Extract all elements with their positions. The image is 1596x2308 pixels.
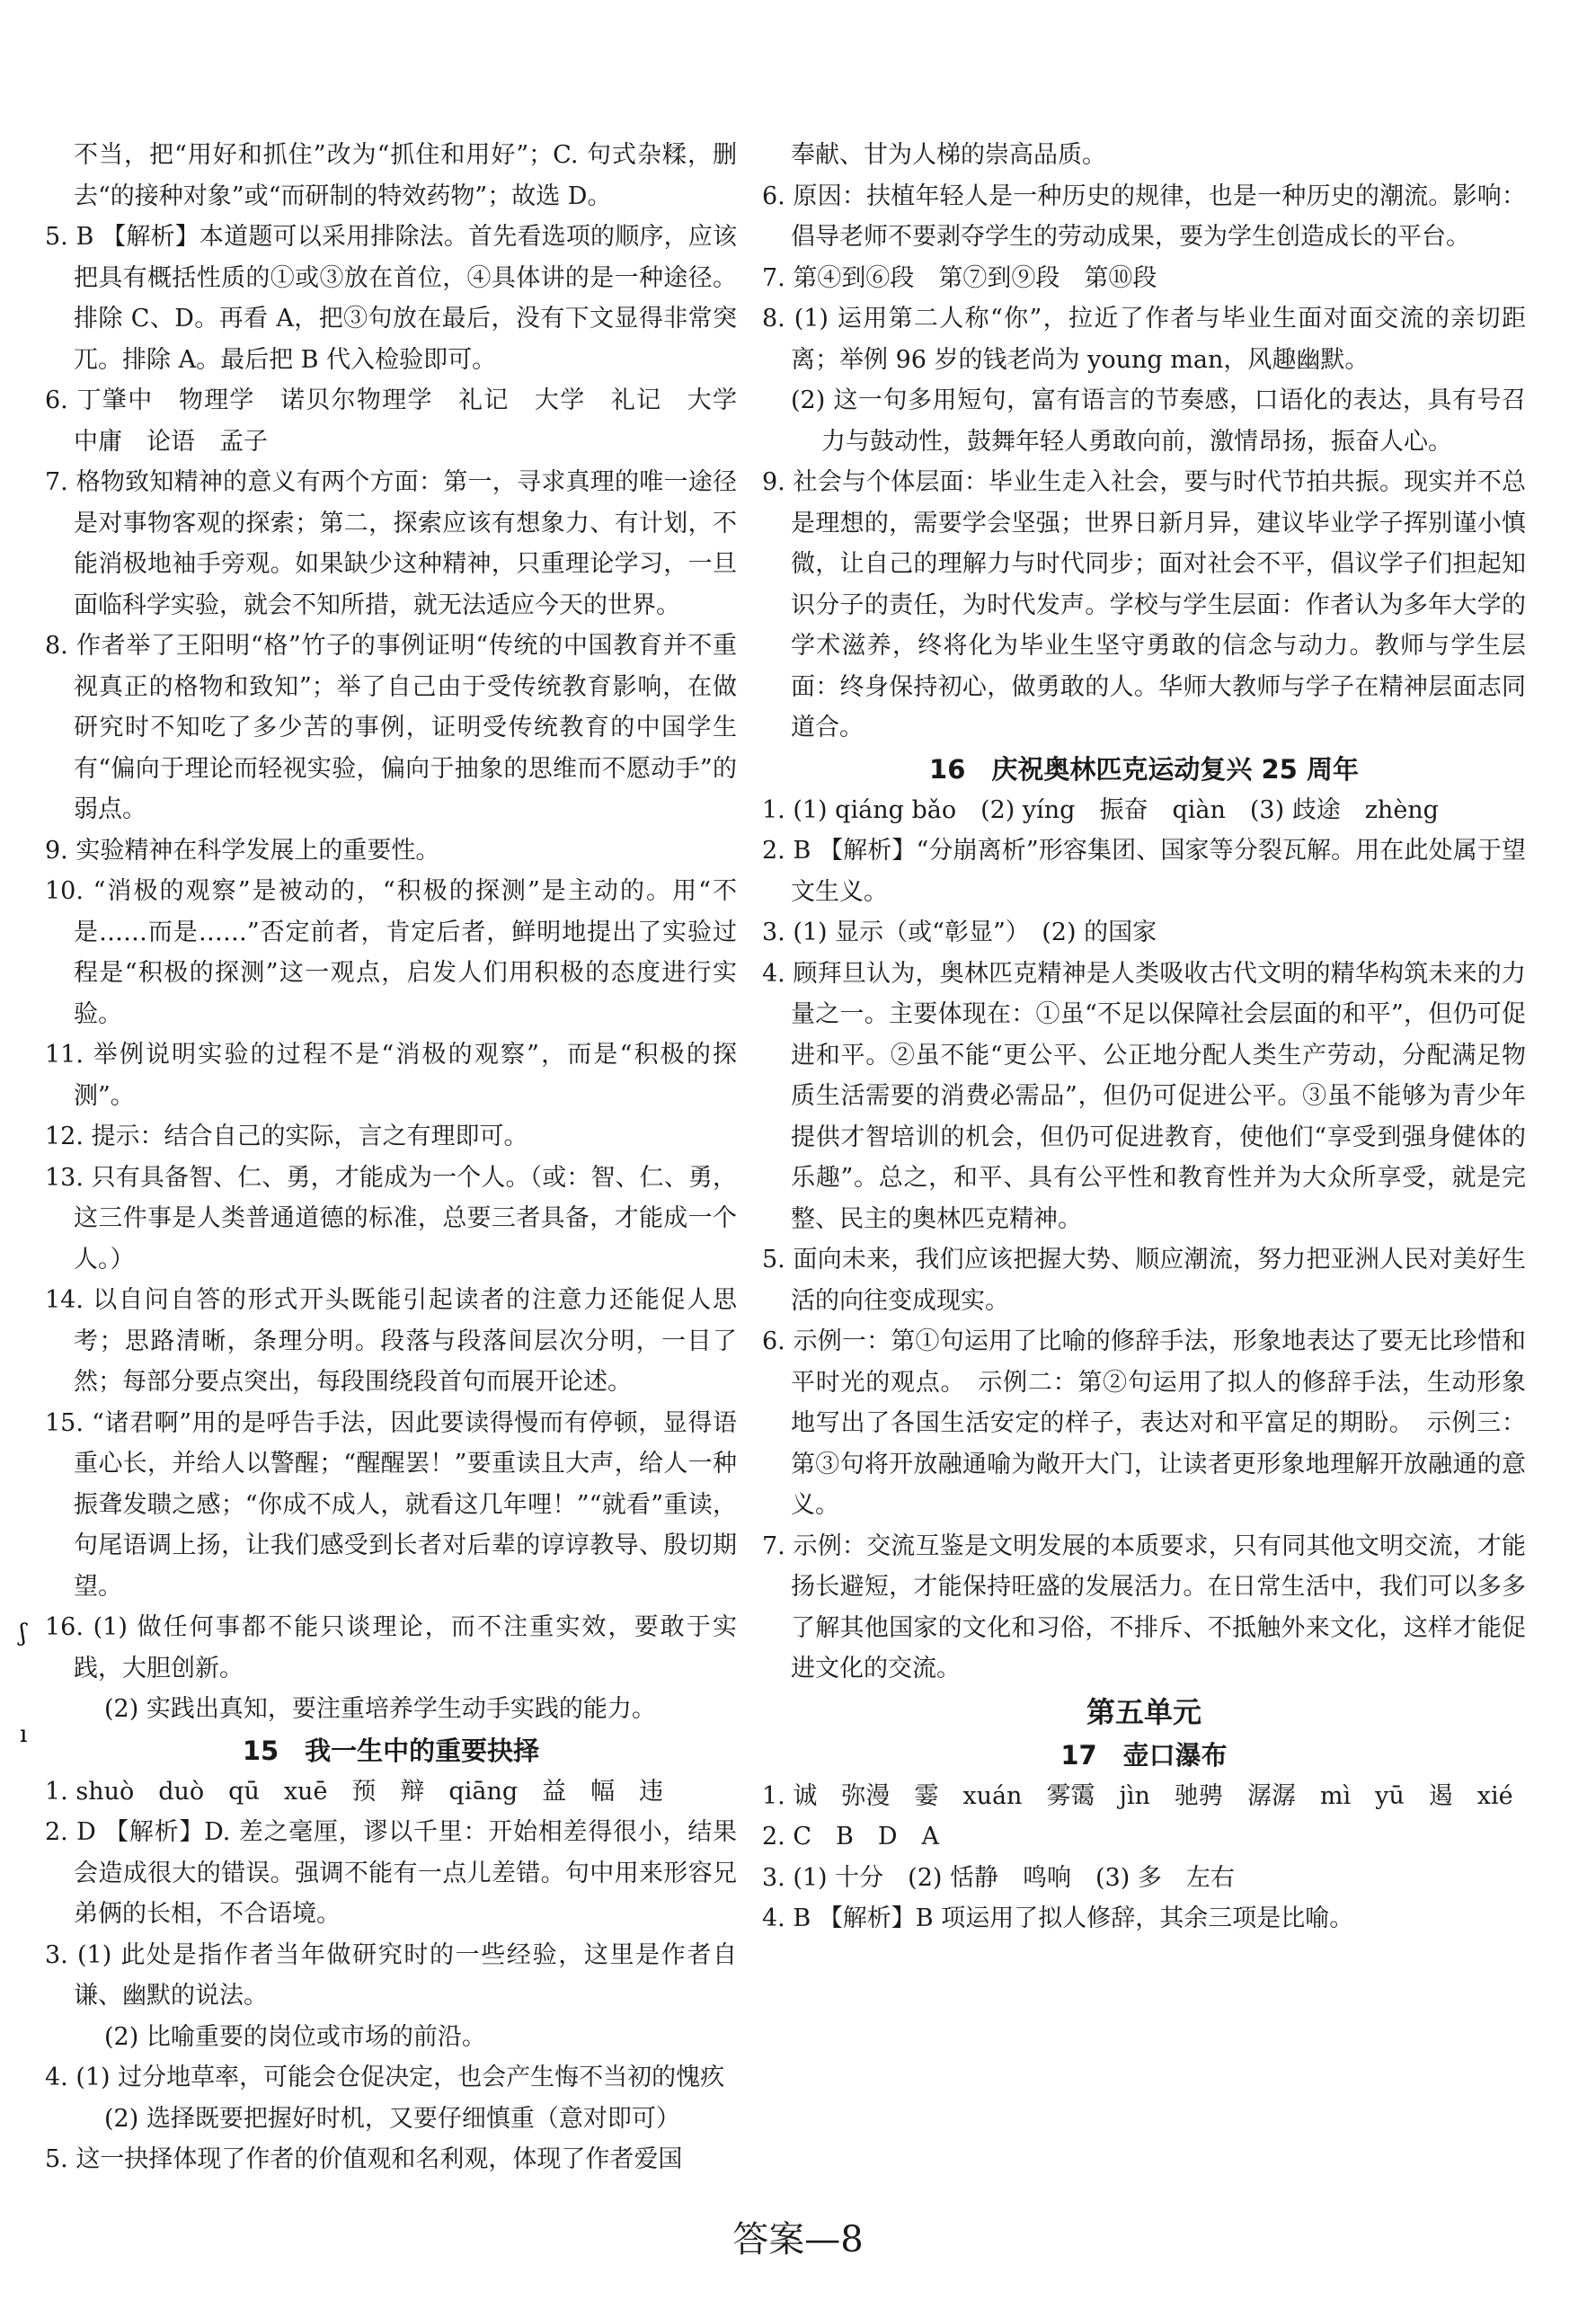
answer-item: 13. 只有具备智、仁、勇，才能成为一个人。（或：智、仁、勇，这三件事是人类普通道德的标准，总要三者具备，才能成一个人。） — [45, 1163, 737, 1274]
answer-item: 2. B 【解析】“分崩离析”形容集团、国家等分裂瓦解。用在此处属于望文生义。 — [762, 837, 1526, 906]
answer-item: 6. 丁肇中 物理学 诺贝尔物理学 礼记 大学 礼记 大学 中庸 论语 孟子 — [45, 386, 761, 456]
answer-item: 9. 社会与个体层面：毕业生走入社会，要与时代节拍共振。现实并不总是理想的，需要学会坚强；世界日新月异，建议毕业学子挥别谨小慎微，让自己的理解力与时代同步；面对社会不平，倡议学子们担起知识分子的责任，为时代发声。学校与学生层面：作者认为多年大学的学术滋养，终将化为毕业生坚守勇敢的信念与动力。教师与学生层面：终身保持初心，做勇敢的人。华师大教师与学子在精神层面志同道合。 — [762, 468, 1526, 741]
answer-item: 奉献、甘为人梯的崇高品质。 — [791, 141, 1106, 169]
answer-item: 11. 举例说明实验的过程不是“消极的观察”，而是“积极的探测”。 — [45, 1041, 737, 1110]
right-column — [762, 135, 1526, 1940]
margin-mark: ʃ — [20, 1620, 27, 1647]
answer-item: 4. 顾拜旦认为，奥林匹克精神是人类吸收古代文明的精华构筑未来的力量之一。主要体现在：①虽“不足以保障社会层面的和平”，但仍可促进和平。②虽不能“更公平、公正地分配人类生产劳动，分配满足物质生活需要的消费必需品”，但仍可促进公平。③虽不能够为青少年提供才智培训的机会，但仍可促进教育，使他们“享受到强身健体的乐趣”。总之，和平、具有公平性和教育性并为大众所享受，就是完整、民主的奥林匹克精神。 — [762, 959, 1526, 1233]
section-title: 16 庆祝奥林匹克运动复兴 25 周年 — [929, 753, 1359, 785]
answer-item: 5. B 【解析】本道题可以采用排除法。首先看选项的顺序，应该把具有概括性质的①或③放在首位，④具体讲的是一种途径。排除 C、D。再看 A，把③句放在最后，没有下文显得非常突兀。排除 A。最后把 B 代入检验即可。 — [45, 223, 737, 374]
answer-item: (2) 实践出真知，要注重培养学生动手实践的能力。 — [104, 1695, 656, 1723]
left-column — [45, 135, 761, 2180]
section-title: 15 我一生中的重要抉择 — [242, 1735, 540, 1766]
answer-item: 7. 示例：交流互鉴是文明发展的本质要求，只有同其他文明交流，才能扬长避短，才能保持旺盛的发展活力。在日常生活中，我们可以多多了解其他国家的文化和习俗，不排斥、不抵触外来文化，这样才能促进文化的交流。 — [762, 1531, 1526, 1682]
answer-item: 8. (1) 运用第二人称“你”，拉近了作者与毕业生面对面交流的亲切距离；举例 96 岁的钱老尚为 young man，风趣幽默。 — [762, 305, 1526, 374]
answer-item: 7. 第④到⑥段 第⑦到⑨段 第⑩段 — [762, 263, 1157, 292]
answer-item: 5. 面向未来，我们应该把握大势、顺应潮流，努力把亚洲人民对美好生活的向往变成现实。 — [762, 1246, 1526, 1315]
page-footer: 答案—8 — [732, 2219, 864, 2260]
section-title: 17 壶口瀑布 — [1060, 1739, 1228, 1771]
answer-item: 1. shuò duò qū xuē 预 辩 qiāng 益 幅 违 — [45, 1777, 664, 1806]
answer-item: 8. 作者举了王阳明“格”竹子的事例证明“传统的中国教育并不重视真正的格物和致知”；举了自己由于受传统教育影响，在做研究时不知吃了多少苦的事例，证明受传统教育的中国学生有“偏向于理论而轻视实验，偏向于抽象的思维而不愿动手”的弱点。 — [45, 632, 737, 823]
answer-item: 12. 提示：结合自己的实际，言之有理即可。 — [45, 1123, 528, 1150]
answer-item: (2) 这一句多用短句，富有语言的节奏感，口语化的表达，具有号召力与鼓动性，鼓舞年轻人勇敢向前，激情昂扬，振奋人心。 — [791, 386, 1526, 456]
answer-item: 14. 以自问自答的形式开头既能引起读者的注意力还能促人思考；思路清晰，条理分明。段落与段落间层次分明，一目了然；每部分要点突出，每段围绕段首句而展开论述。 — [45, 1286, 737, 1396]
answer-item: 1. (1) qiáng bǎo (2) yíng 振奋 qiàn (3) 歧途 zhèng — [762, 795, 1439, 824]
margin-mark: ı — [20, 1721, 28, 1748]
answer-item: 4. B 【解析】B 项运用了拟人修辞，其余三项是比喻。 — [762, 1904, 1354, 1932]
answer-item: 10. “消极的观察”是被动的，“积极的探测”是主动的。用“不是……而是……”否定前者，肯定后者，鲜明地提出了实验过程是“积极的探测”这一观点，启发人们用积极的态度进行实验。 — [45, 877, 737, 1028]
answer-item: 15. “诸君啊”用的是呼告手法，因此要读得慢而有停顿，显得语重心长，并给人以警醒；“醒醒罢！”要重读且大声，给人一种振聋发聩之感；“你成不成人，就看这几年哩！”“就看”重读，句尾语调上扬，让我们感受到长者对后辈的谆谆教导、殷切期望。 — [45, 1408, 737, 1601]
answer-item: 1. 诚 弥漫 霎 xuán 雾霭 jìn 驰骋 潺潺 mì yū 遏 xié — [762, 1781, 1513, 1810]
answer-item: 2. D 【解析】D. 差之毫厘，谬以千里：开始相差得很小，结果会造成很大的错误。强调不能有一点儿差错。句中用来形容兄弟俩的长相，不合语境。 — [45, 1818, 737, 1928]
answer-item: 3. (1) 十分 (2) 恬静 鸣响 (3) 多 左右 — [762, 1863, 1235, 1892]
answer-item: 7. 格物致知精神的意义有两个方面：第一，寻求真理的唯一途径是对事物客观的探索；第二，探索应该有想象力、有计划，不能消极地袖手旁观。如果缺少这种精神，只重理论学习，一旦面临科学实验，就会不知所措，就无法适应今天的世界。 — [45, 468, 737, 619]
answer-item: 3. (1) 显示（或“彰显”） (2) 的国家 — [762, 919, 1157, 946]
unit-title: 第五单元 — [1086, 1694, 1201, 1729]
answer-item: 不当，把“用好和抓住”改为“抓住和用好”；C. 句式杂糅，删去“的接种对象”或“而研制的特效药物”；故选 D。 — [74, 141, 737, 210]
answer-item: 5. 这一抉择体现了作者的价值观和名利观，体现了作者爱国 — [45, 2145, 683, 2173]
answer-item: 3. (1) 此处是指作者当年做研究时的一些经验，这里是作者自谦、幽默的说法。 — [45, 1940, 737, 2010]
answer-item: 16. (1) 做任何事都不能只谈理论，而不注重实效，要敢于实践，大胆创新。 — [45, 1613, 737, 1682]
answer-item: (2) 选择既要把握好时机，又要仔细慎重（意对即可） — [104, 2104, 680, 2133]
answer-item: 2. C B D A — [762, 1823, 939, 1851]
answer-item: 6. 原因：扶植年轻人是一种历史的规律，也是一种历史的潮流。影响：倡导老师不要剥夺学生的劳动成果，要为学生创造成长的平台。 — [762, 182, 1526, 251]
answer-item: 6. 示例一：第①句运用了比喻的修辞手法，形象地表达了要无比珍惜和平时光的观点。 示例二：第②句运用了拟人的修辞手法，生动形象地写出了各国生活安定的样子，表达对和平富足的期盼。 示例三：第③句将开放融通喻为敞开大门，让读者更形象地理解开放融通的意义。 — [762, 1327, 1526, 1519]
answer-item: (2) 比喻重要的岗位或市场的前沿。 — [104, 2022, 486, 2051]
answer-item: 4. (1) 过分地草率，可能会仓促决定，也会产生悔不当初的愧疚 — [45, 2064, 725, 2091]
answer-item: 9. 实验精神在科学发展上的重要性。 — [45, 836, 440, 865]
